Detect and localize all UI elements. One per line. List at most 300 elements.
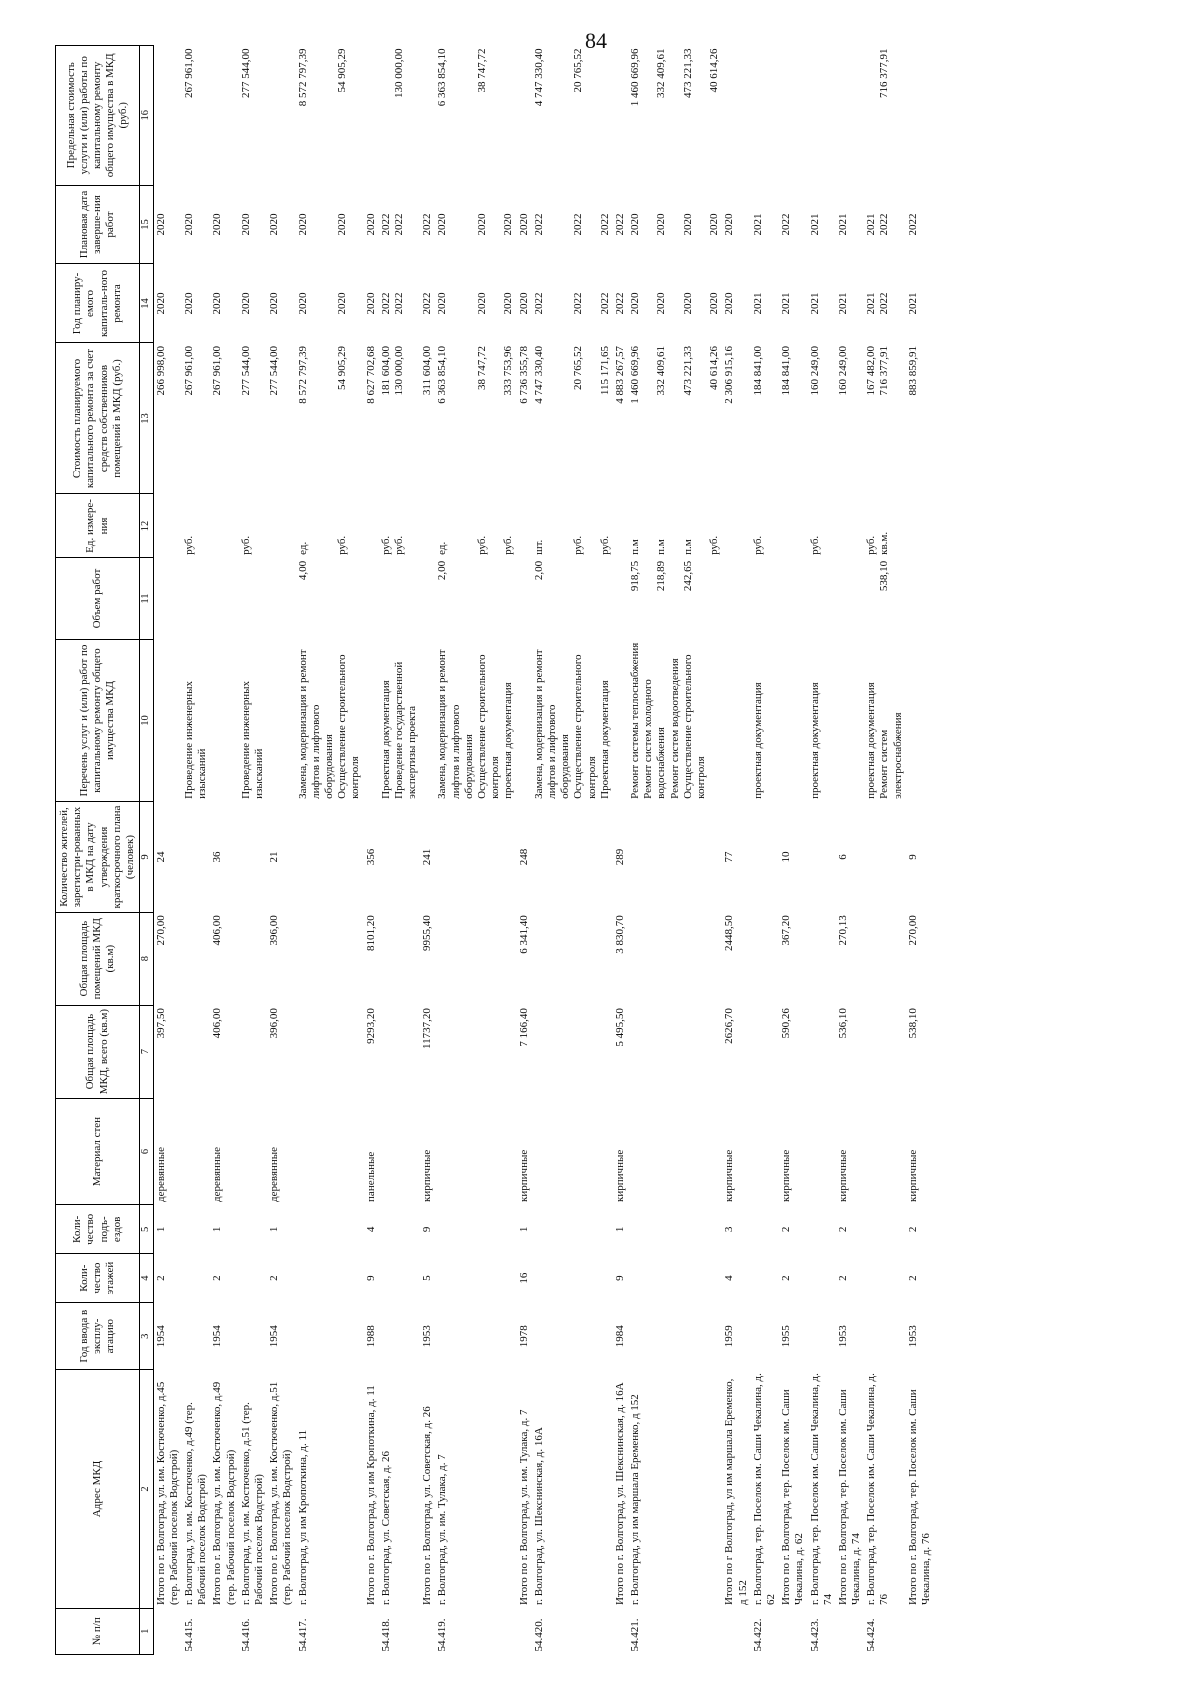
table-cell — [532, 912, 613, 1005]
table-cell: 2020 — [239, 292, 252, 315]
table-cell: кирпичные — [613, 1149, 626, 1202]
table-cell — [267, 46, 295, 186]
table-cell: Итого по г. Волгоград, ул. им. Костюченко, д.51 (тер. Рабочий поселок Водстрой) — [268, 1381, 294, 1606]
table-cell — [435, 802, 516, 912]
table-cell — [379, 1098, 421, 1205]
table-cell: 1954 — [268, 1325, 281, 1348]
table-cell — [779, 46, 807, 186]
table-cell: 184 841,00 — [751, 345, 764, 396]
table-cell: Итого по г. Волгоград, тер. Поселок им. Саши Чекалина, д. 76 — [906, 1389, 933, 1606]
table-cell: 2021 — [780, 292, 793, 315]
table-cell: Проектная документация Проведение государственной экспертизы проекта — [379, 661, 419, 799]
table-cell: 2 — [906, 1226, 919, 1233]
table-cell — [628, 1303, 722, 1370]
table-cell — [210, 558, 238, 639]
table-cell — [532, 1303, 613, 1370]
column-number-row — [140, 46, 154, 1655]
column-header-2: Адрес МКД — [56, 1370, 140, 1608]
column-number: 16 — [140, 46, 154, 186]
table-cell: 1953 — [906, 1325, 919, 1348]
table-cell: 2022 — [780, 213, 793, 236]
table-cell — [628, 1205, 722, 1254]
table-cell: деревянные — [211, 1146, 224, 1202]
table-cell: 267 961,00 — [183, 345, 196, 396]
table-cell: 311 604,00 — [421, 345, 434, 396]
table-cell — [751, 1205, 779, 1254]
table-cell: руб. — [239, 535, 252, 555]
table-cell — [364, 558, 379, 639]
table-cell: проектная документация — [808, 682, 821, 799]
table-cell: 716 377,91 — [878, 48, 891, 98]
table-cell — [836, 1608, 864, 1654]
table-cell: г. Волгоград, ул. им. Костюченко, д.51 (тер. Рабочий поселок Водстрой) — [239, 1402, 266, 1606]
table-cell: 2 — [836, 1226, 849, 1233]
table-cell — [182, 1098, 210, 1205]
table-cell — [296, 1205, 364, 1254]
table-cell — [296, 1303, 364, 1370]
table-cell — [532, 1005, 613, 1098]
table-cell: 2 306 915,16 — [723, 345, 736, 404]
table-cell — [779, 639, 807, 802]
table-cell — [613, 494, 628, 558]
table-cell — [420, 494, 435, 558]
table-cell — [628, 1005, 722, 1098]
column-header-9: Количество жителей, зарегистри-рованных в МКД на дату утверждения краткосрочного плана (человек) — [56, 802, 140, 912]
table-cell — [808, 1005, 836, 1098]
table-cell — [532, 1098, 613, 1205]
table-cell: руб. — [183, 535, 196, 555]
table-cell: 2020 2020 2020 — [436, 292, 515, 315]
table-cell: шт. руб. руб. — [532, 535, 611, 555]
table-cell: 397,50 — [154, 1008, 167, 1039]
table-cell — [779, 1608, 807, 1654]
table-row — [517, 46, 532, 1655]
table-body — [153, 46, 934, 1655]
table-cell: 9 — [364, 1275, 377, 1281]
table-cell — [628, 912, 722, 1005]
column-number: 11 — [140, 558, 154, 639]
table-cell — [751, 802, 779, 912]
table-cell: 1 — [211, 1226, 224, 1233]
table-cell: 590,26 — [780, 1008, 793, 1039]
table-row — [210, 46, 238, 1655]
table-cell: 2021 2022 — [865, 213, 891, 236]
table-cell — [517, 494, 532, 558]
table-cell: 2 — [154, 1275, 167, 1281]
column-header-13: Стоимость планируемого капитального ремонта за счет средств собственников помещений в МКД (руб.) — [56, 343, 140, 494]
table-cell: г. Волгоград, ул. Шекснинская, д. 16А — [532, 1427, 545, 1606]
table-cell: 7 166,40 — [517, 1008, 530, 1047]
column-number: 6 — [140, 1098, 154, 1205]
table-cell: Итого по г. Волгоград, ул. им. Тулака, д. 7 — [517, 1409, 530, 1606]
table-cell: 2 — [211, 1275, 224, 1281]
table-cell: 6 341,40 — [517, 915, 530, 954]
table-cell — [628, 1098, 722, 1205]
table-cell: деревянные — [154, 1146, 167, 1202]
table-cell: 2021 — [808, 292, 821, 315]
table-cell — [182, 558, 210, 639]
table-row — [364, 46, 379, 1655]
table-cell: 2022 — [613, 292, 626, 315]
table-cell: 289 — [613, 848, 626, 866]
table-cell — [239, 558, 267, 639]
table-cell: 1959 — [723, 1325, 736, 1348]
table-row — [751, 46, 779, 1655]
table-cell: Замена, модернизация и ремонт лифтов и лифтового оборудования Осуществление строительного контроля проектная документация — [436, 649, 515, 799]
table-cell: 406,00 — [211, 915, 224, 946]
table-cell: кирпичные — [906, 1149, 919, 1202]
table-cell: 2020 — [517, 213, 530, 236]
table-cell: 54.415. — [183, 1618, 196, 1652]
table-cell: 277 544,00 — [268, 345, 281, 396]
table-cell: 160 249,00 — [836, 345, 849, 396]
table-row — [420, 46, 435, 1655]
table-cell: 130 000,00 — [392, 48, 405, 98]
table-cell: 2020 — [183, 213, 196, 236]
table-cell — [906, 558, 934, 639]
table-cell: Ремонт системы теплоснабжения Ремонт систем холодного водоснабжения Ремонт систем водоотведения Осуществление строительного контроля — [629, 642, 708, 799]
table-cell: 2022 2022 — [379, 213, 405, 236]
table-cell: г. Волгоград, ул. им. Костюченко, д.49 (тер. Рабочий поселок Водстрой) — [183, 1402, 209, 1606]
table-cell: 406,00 — [211, 1008, 224, 1039]
table-cell: 2020 — [364, 292, 377, 315]
column-number: 4 — [140, 1254, 154, 1303]
column-number: 1 — [140, 1608, 154, 1654]
table-cell: Итого по г. Волгоград, ул. Шекснинская, д. 16А — [613, 1382, 626, 1606]
table-cell — [182, 912, 210, 1005]
table-cell: 2 — [780, 1275, 793, 1281]
table-cell — [751, 46, 779, 186]
table-cell: 536,10 — [836, 1008, 849, 1039]
table-row — [153, 46, 182, 1655]
table-cell: 270,13 — [836, 915, 849, 946]
table-cell: 1954 — [211, 1325, 224, 1348]
table-cell: кирпичные — [421, 1149, 434, 1202]
table-cell — [751, 558, 779, 639]
table-cell — [182, 1254, 210, 1303]
table-cell: 54.423. — [808, 1618, 821, 1652]
table-cell — [517, 46, 532, 186]
table-cell: 2021 — [836, 292, 849, 315]
table-cell: 1 — [268, 1226, 281, 1233]
table-cell — [239, 912, 267, 1005]
table-cell — [153, 46, 182, 186]
table-cell: 1 460 669,96 332 409,61 473 221,33 40 614,26 — [629, 48, 721, 107]
column-number: 15 — [140, 185, 154, 264]
table-cell: 396,00 — [268, 915, 281, 946]
table-cell — [379, 1205, 421, 1254]
table-cell — [364, 1608, 379, 1654]
table-cell: 9955,40 — [421, 915, 434, 951]
table-cell — [435, 1098, 516, 1205]
table-cell: 277 544,00 — [239, 345, 252, 396]
table-cell: 1955 — [780, 1325, 793, 1348]
table-cell — [613, 46, 628, 186]
table-cell — [906, 494, 934, 558]
table-cell — [808, 558, 836, 639]
table-cell: 8101,20 — [364, 915, 377, 951]
table-cell — [435, 1205, 516, 1254]
table-cell — [239, 1098, 267, 1205]
table-cell — [435, 1303, 516, 1370]
table-cell: 356 — [364, 848, 377, 866]
table-cell: 2020 — [364, 213, 377, 236]
table-cell: деревянные — [268, 1146, 281, 1202]
table-cell — [808, 1303, 836, 1370]
table-cell: 2448,50 — [723, 915, 736, 951]
table-cell — [808, 802, 836, 912]
table-cell: 2020 2020 2020 2020 — [629, 292, 721, 315]
table-cell — [628, 1254, 722, 1303]
table-cell — [722, 46, 750, 186]
table-cell — [379, 912, 421, 1005]
table-cell — [722, 558, 750, 639]
table-cell — [864, 1303, 906, 1370]
table-cell — [613, 1608, 628, 1654]
table-cell: 2020 2020 2020 2020 — [629, 213, 721, 236]
column-header-15: Плановая дата заверше-ния работ — [56, 185, 140, 264]
table-cell: п.м п.м п.м руб. — [629, 535, 721, 555]
table-cell — [267, 639, 295, 802]
table-cell — [906, 46, 934, 186]
table-cell: 396,00 — [268, 1008, 281, 1039]
table-cell — [836, 46, 864, 186]
table-cell: 181 604,00 130 000,00 — [379, 345, 405, 396]
table-cell: 266 998,00 — [154, 345, 167, 396]
column-number: 8 — [140, 912, 154, 1005]
table-cell — [532, 1254, 613, 1303]
table-cell: 1 — [613, 1226, 626, 1233]
table-cell — [153, 494, 182, 558]
table-cell — [182, 1005, 210, 1098]
table-cell: Итого по г. Волгоград, тер. Поселок им. Саши Чекалина, д. 62 — [780, 1389, 806, 1606]
table-cell: 3 830,70 — [613, 915, 626, 954]
table-cell — [864, 1098, 906, 1205]
table-cell — [239, 1303, 267, 1370]
table-row — [722, 46, 750, 1655]
table-cell: 54.420. — [532, 1618, 545, 1652]
table-cell — [182, 1205, 210, 1254]
table-cell: 5 — [421, 1275, 434, 1281]
table-cell: 2021 — [906, 292, 919, 315]
table-cell: руб. — [751, 535, 764, 555]
table-cell: 6 363 854,10 38 747,72 333 753,96 — [436, 345, 515, 404]
table-cell: 1984 — [613, 1325, 626, 1348]
table-cell — [751, 1254, 779, 1303]
table-cell — [153, 639, 182, 802]
table-cell — [210, 46, 238, 186]
table-cell: 2021 — [751, 213, 764, 236]
table-cell: 11737,20 — [421, 1008, 434, 1049]
table-cell: кирпичные — [836, 1149, 849, 1202]
table-cell: 2022 — [613, 213, 626, 236]
table-cell: 2 — [780, 1226, 793, 1233]
column-header-11: Объем работ — [56, 558, 140, 639]
table-cell — [864, 802, 906, 912]
table-row — [808, 46, 836, 1655]
table-cell — [296, 1098, 364, 1205]
table-cell: 8 572 797,39 54 905,29 — [296, 345, 349, 404]
table-cell: 2022 — [421, 213, 434, 236]
table-cell: 10 — [780, 851, 793, 863]
table-cell — [864, 1005, 906, 1098]
column-number: 2 — [140, 1370, 154, 1608]
table-cell: 2,00 — [532, 560, 545, 581]
column-number: 10 — [140, 639, 154, 802]
table-cell: 167 482,00 716 377,91 — [865, 345, 891, 396]
table-cell: Проведение инженерных изысканий — [183, 680, 209, 799]
table-cell: 267 961,00 — [183, 48, 196, 98]
table-cell: 538,10 — [878, 560, 891, 592]
column-header-4: Коли-чество этажей — [56, 1254, 140, 1303]
table-cell — [182, 802, 210, 912]
table-cell: 1953 — [421, 1325, 434, 1348]
table-cell — [153, 1608, 182, 1654]
table-cell — [364, 639, 379, 802]
table-cell: 2021 — [808, 213, 821, 236]
column-number: 7 — [140, 1005, 154, 1098]
table-cell: 2022 2022 2022 — [532, 213, 611, 236]
table-cell: 1978 — [517, 1325, 530, 1348]
table-cell — [836, 558, 864, 639]
table-cell: г. Волгоград, тер. Поселок им. Саши Чекалина, д. 76 — [865, 1373, 891, 1606]
table-cell: 4 883 267,57 — [613, 345, 626, 404]
table-cell: 54.416. — [239, 1618, 252, 1652]
table-cell: 1 — [154, 1226, 167, 1233]
table-cell: кирпичные — [723, 1149, 736, 1202]
column-header-6: Материал стен — [56, 1098, 140, 1205]
table-cell: Проведение инженерных изысканий — [239, 680, 266, 799]
column-number: 13 — [140, 343, 154, 494]
table-cell — [379, 558, 421, 639]
table-cell — [779, 558, 807, 639]
table-cell — [722, 494, 750, 558]
table-header-row — [56, 46, 140, 1655]
table-cell — [210, 1608, 238, 1654]
column-header-3: Год ввода в эксплу-атацию — [56, 1303, 140, 1370]
table-cell: 2020 — [268, 292, 281, 315]
table-cell — [808, 1205, 836, 1254]
table-row — [182, 46, 210, 1655]
table-cell: руб. руб. — [379, 535, 405, 555]
table-cell: 2020 2020 2020 — [436, 213, 515, 236]
table-cell — [613, 639, 628, 802]
table-cell: 54.421. — [629, 1618, 642, 1652]
table-cell: 24 — [154, 851, 167, 863]
column-header-10: Перечень услуг и (или) работ по капитальному ремонту общего имущества МКД — [56, 639, 140, 802]
table-row — [435, 46, 516, 1655]
table-cell: 2021 — [751, 292, 764, 315]
table-cell — [435, 1254, 516, 1303]
table-cell: 2020 2020 — [296, 292, 349, 315]
table-cell: 4 — [364, 1226, 377, 1233]
table-cell — [267, 1608, 295, 1654]
table-cell: Итого по г. Волгоград, ул. им. Костюченко, д.49 (тер. Рабочий поселок Водстрой) — [211, 1381, 237, 1606]
table-cell: 54.417. — [296, 1618, 309, 1652]
table-cell: 1953 — [836, 1325, 849, 1348]
table-cell: г. Волгоград, тер. Поселок им. Саши Чекалина, д. 62 — [751, 1373, 777, 1606]
table-cell: 184 841,00 — [780, 345, 793, 396]
table-row — [239, 46, 267, 1655]
table-row — [379, 46, 421, 1655]
table-cell: 4 747 330,40 20 765,52 115 171,65 — [532, 345, 611, 404]
column-header-16: Предельная стоимость услуги и (или) работы по капитальному ремонту общего имущества в МКД (руб.) — [56, 46, 140, 186]
table-cell — [808, 46, 836, 186]
table-cell: руб. кв.м. — [865, 531, 891, 555]
table-cell: 21 — [268, 851, 281, 863]
table-cell — [532, 1205, 613, 1254]
table-cell — [613, 558, 628, 639]
table-cell: кирпичные — [780, 1149, 793, 1202]
table-cell — [435, 1005, 516, 1098]
table-cell: Итого по г Волгоград, ул им маршала Еременко, д 152 — [723, 1378, 749, 1606]
table-cell — [517, 1608, 532, 1654]
table-cell: руб. — [808, 535, 821, 555]
table-cell: проектная документация — [751, 682, 764, 799]
table-cell — [296, 912, 364, 1005]
table-cell: ед. руб. — [296, 535, 349, 555]
table-row — [836, 46, 864, 1655]
table-cell: 2020 — [723, 292, 736, 315]
table-cell: 5 495,50 — [613, 1008, 626, 1047]
table-cell: 54.419. — [436, 1618, 449, 1652]
table-cell: 2022 — [906, 213, 919, 236]
table-cell: 16 — [517, 1272, 530, 1284]
table-cell: г. Волгоград, тер. Поселок им. Саши Чекалина, д. 74 — [808, 1373, 834, 1606]
table-cell: 2020 — [517, 292, 530, 315]
table-cell — [808, 1254, 836, 1303]
table-cell — [420, 1608, 435, 1654]
table-cell — [420, 558, 435, 639]
table-cell — [864, 1254, 906, 1303]
table-cell: 9 — [613, 1275, 626, 1281]
table-cell — [210, 494, 238, 558]
table-cell: г. Волгоград, ул. Советская, д. 26 — [379, 1450, 392, 1606]
table-cell — [722, 1608, 750, 1654]
column-header-12: Ед. измере-ния — [56, 494, 140, 558]
table-cell: 2022 — [421, 292, 434, 315]
table-cell — [239, 1005, 267, 1098]
table-cell: 2 — [906, 1275, 919, 1281]
table-cell: 9 — [421, 1226, 434, 1233]
table-cell: 6 736 355,78 — [517, 345, 530, 404]
table-cell: 270,00 — [154, 915, 167, 946]
table-cell: 8 627 702,68 — [364, 345, 377, 404]
table-cell: 1954 — [154, 1325, 167, 1348]
table-cell — [517, 639, 532, 802]
table-cell — [153, 558, 182, 639]
table-cell: 1 — [517, 1226, 530, 1233]
table-cell — [364, 494, 379, 558]
table-cell: 9293,20 — [364, 1008, 377, 1044]
table-cell: 2 — [268, 1275, 281, 1281]
table-row — [906, 46, 934, 1655]
table-cell: 2022 2022 — [379, 292, 405, 315]
table-cell — [808, 912, 836, 1005]
column-number: 5 — [140, 1205, 154, 1254]
table-cell: 2020 — [239, 213, 252, 236]
table-cell — [751, 1005, 779, 1098]
table-cell — [420, 46, 435, 186]
table-cell: 9 — [906, 854, 919, 860]
table-cell — [379, 802, 421, 912]
table-cell — [906, 1608, 934, 1654]
table-cell: Замена, модернизация и ремонт лифтов и лифтового оборудования Осуществление строительного контроля Проектная документация — [532, 649, 611, 799]
column-header-7: Общая площадь МКД, всего (кв.м) — [56, 1005, 140, 1098]
table-cell — [808, 1098, 836, 1205]
table-cell: Итого по г. Волгоград, тер. Поселок им. Саши Чекалина, д. 74 — [836, 1389, 863, 1606]
table-cell: г. Волгоград, ул. им. Тулака, д. 7 — [436, 1454, 449, 1606]
